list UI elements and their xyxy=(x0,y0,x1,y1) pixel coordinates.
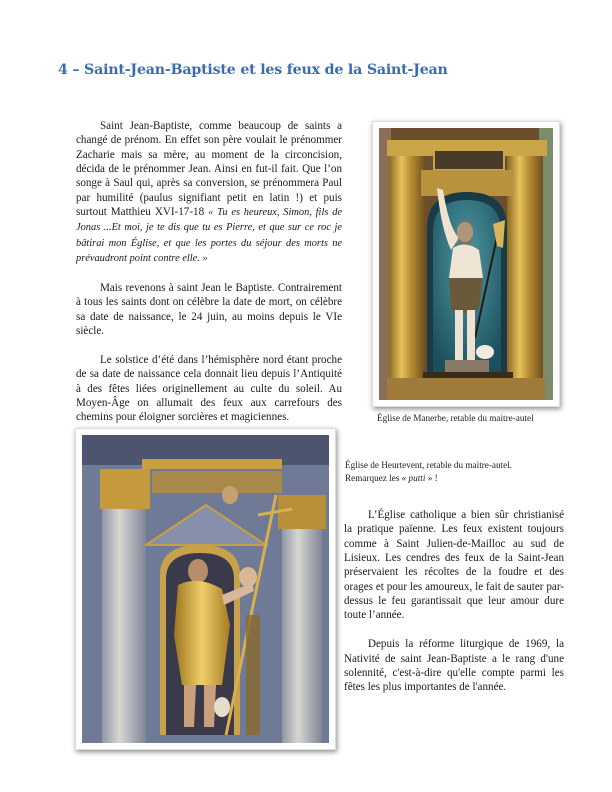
paragraph-solstice: Le solstice d’été dans l’hémisphère nord étant proche de sa date de naissance cela donnait lieu depuis l’Antiquité à des fêtes liées originellement au culte du soleil. Au Moyen-Âge on allumait des feux aux carrefours des chemins pour éloigner sorcières et magiciennes. xyxy=(76,353,342,424)
statue-image-manerbe xyxy=(379,128,553,400)
right-text-column xyxy=(344,508,564,709)
paragraph-name-change xyxy=(76,119,342,266)
bible-quote: « Tu es heureux, Simon, fils de Jonas ...Et moi, je te dis que tu es Pierre, et que sur ce roc je bâtirai mon Église, et que les portes du séjour des morts ne prévaudront point contre elle. » xyxy=(76,207,342,265)
statue-image-heurtevent xyxy=(82,435,329,743)
caption-putti: putti xyxy=(408,472,426,483)
left-text-column xyxy=(76,119,342,439)
paragraph-birth-date: Mais revenons à saint Jean le Baptiste. Contrairement à tous les saints dont on célèbre la date de mort, on célèbre sa date de naissance, le 24 juin, au moins depuis le VIe siècle. xyxy=(76,281,342,337)
caption-heurtevent xyxy=(345,459,515,484)
section-title: 4 – Saint-Jean-Baptiste et les feux de la Saint-Jean xyxy=(58,62,448,78)
paragraph-text: Saint Jean-Baptiste, comme beaucoup de saints a changé de prénom. En effet son père voulait le prénommer Zacharie mais sa mère, au moment de la circoncision, décida de le prénommer Jean. Ainsi en fut-il fait. Que l’on songe à Saul qui, après sa conversion, se prénommera Paul par humilité (paulus signifiant petit en latin !) et puis surtout Matthieu XVI-17-18 xyxy=(76,120,342,219)
photo-manerbe-retable xyxy=(372,121,560,407)
caption-text: Église de Heurtevent, retable du maitre-autel. Remarquez les « xyxy=(345,460,513,483)
paragraph-liturgical-reform: Depuis la réforme liturgique de 1969, la Nativité de saint Jean-Baptiste a le rang d'une solennité, c'est-à-dire qu'elle compte parmi les fêtes les plus importantes de l'année. xyxy=(344,638,564,694)
photo-heurtevent-retable xyxy=(75,428,336,750)
paragraph-christianisation: L’Église catholique a bien sûr christianisé la pratique païenne. Les feux existent toujours comme à Saint Julien-de-Mailloc au sud de Lisieux. Les cendres des feux de la Saint-Jean préservaient les récoltes de la foudre et des orages et pour les amoureux, le fait de sauter par-dessus le feu garantissait que leur amour dure toute l’année. xyxy=(344,509,564,622)
caption-text-end: » ! xyxy=(425,472,438,483)
caption-manerbe: Église de Manerbe, retable du maitre-autel xyxy=(377,413,534,423)
